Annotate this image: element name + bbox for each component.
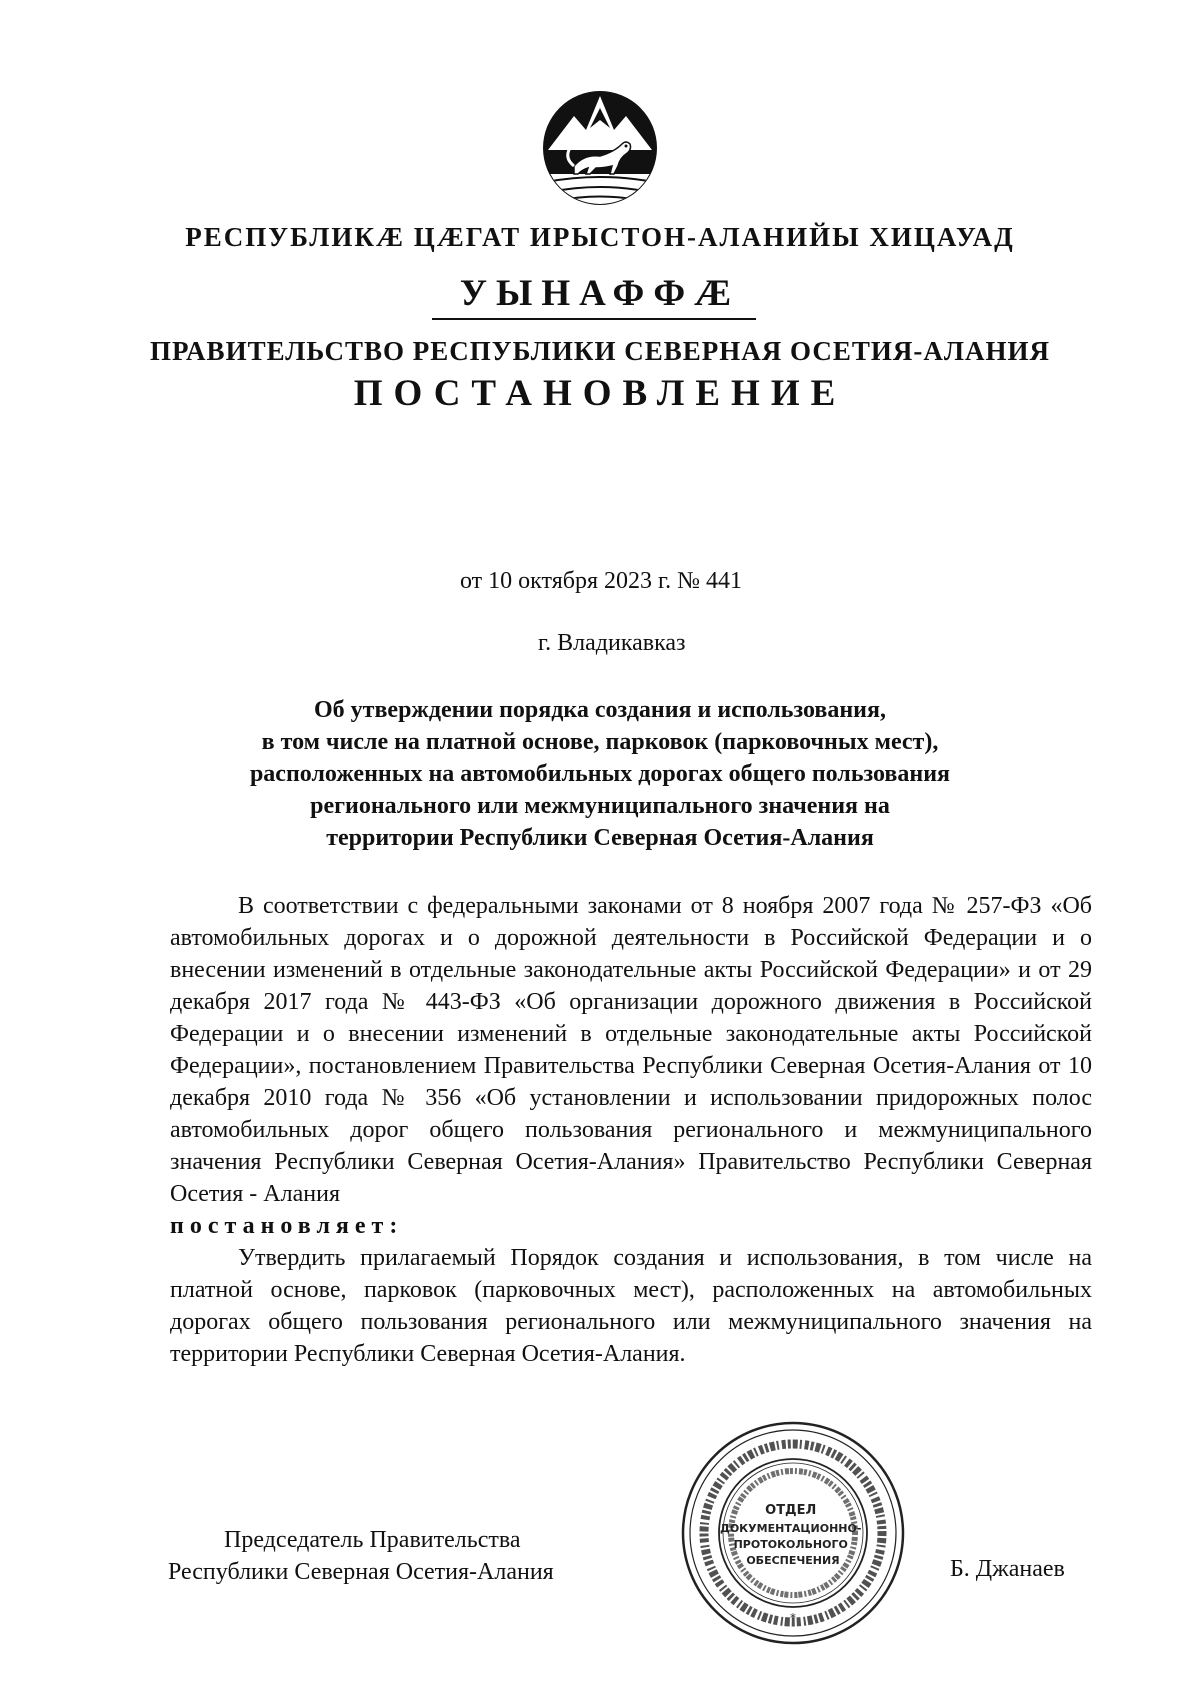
title-line: расположенных на автомобильных дорогах общего пользования: [249, 761, 951, 787]
seal-text-line: ОТДЕЛ: [765, 1503, 817, 1518]
header-ossetian-doc-type: УЫНАФФӔ: [459, 273, 741, 314]
body-resolves-verb: постановляет:: [170, 1213, 404, 1239]
signatory-position-line: Республики Северная Осетия-Алания: [168, 1559, 554, 1585]
seal-text-line: ПРОТОКОЛЬНОГО: [733, 1538, 848, 1551]
body-paragraph-decision: Утвердить прилагаемый Порядок создания и использования, в том числе на платной основе, парковок (парковочных мест), расположенных на автомобильных дорогах общего пользования регионального или межмуниципального значения на территории Республики Северная Осетия-Алания.: [170, 1245, 1092, 1367]
seal-text-line: ОБЕСПЕЧЕНИЯ: [746, 1554, 840, 1567]
document-city: г. Владикавказ: [538, 630, 686, 656]
header-ossetian-government: РЕСПУБЛИКӔ ЦӔГАТ ИРЫСТОН-АЛАНИЙЫ ХИЦАУАД: [185, 222, 1015, 252]
signatory-position: [168, 1524, 554, 1588]
title-line: регионального или межмуниципального значения на: [310, 793, 890, 819]
header-divider: [432, 318, 756, 320]
signatory-position-line: Председатель Правительства: [224, 1527, 521, 1553]
svg-text:ОТДЕЛ ДОКУМЕНТАЦИОННО-: [720, 1503, 866, 1567]
document-date-number: от 10 октября 2023 г. № 441: [460, 568, 743, 594]
coat-of-arms-icon: [540, 88, 660, 208]
title-line: в том числе на платной основе, парковок (парковочных мест),: [261, 729, 939, 755]
seal-text-line: ДОКУМЕНТАЦИОННО-: [720, 1522, 862, 1535]
signatory-name: Б. Джанаев: [950, 1556, 1065, 1582]
header-russian-government: ПРАВИТЕЛЬСТВО РЕСПУБЛИКИ СЕВЕРНАЯ ОСЕТИЯ-АЛАНИЯ: [150, 336, 1050, 366]
document-body: [170, 890, 1092, 1370]
body-paragraph-preamble: В соответствии с федеральными законами от 8 ноября 2007 года № 257-ФЗ «Об автомобильных дорогах и о дорожной деятельности в Российской Федерации и о внесении изменений в отдельные законодательные акты Российской Федерации» и от 29 декабря 2017 года № 443-ФЗ «Об организации дорожного движения в Российской Федерации и о внесении изменений в отдельные законодательные акты Российской Федерации», постановлением Правительства Республики Северная Осетия-Алания от 10 декабря 2010 года № 356 «Об установлении и использовании придорожных полос автомобильных дорог общего пользования регионального и межмуниципального значения Республики Северная Осетия-Алания» Правительство Республики Северная Осетия - Алания: [170, 893, 1092, 1207]
header-russian-doc-type: ПОСТАНОВЛЕНИЕ: [353, 373, 847, 414]
title-line: территории Республики Северная Осетия-Алания: [326, 825, 874, 851]
document-title: [160, 694, 1040, 854]
svg-text:*: *: [790, 1611, 796, 1625]
title-line: Об утверждении порядка создания и использования,: [314, 697, 886, 723]
official-seal-stamp: [680, 1420, 906, 1646]
